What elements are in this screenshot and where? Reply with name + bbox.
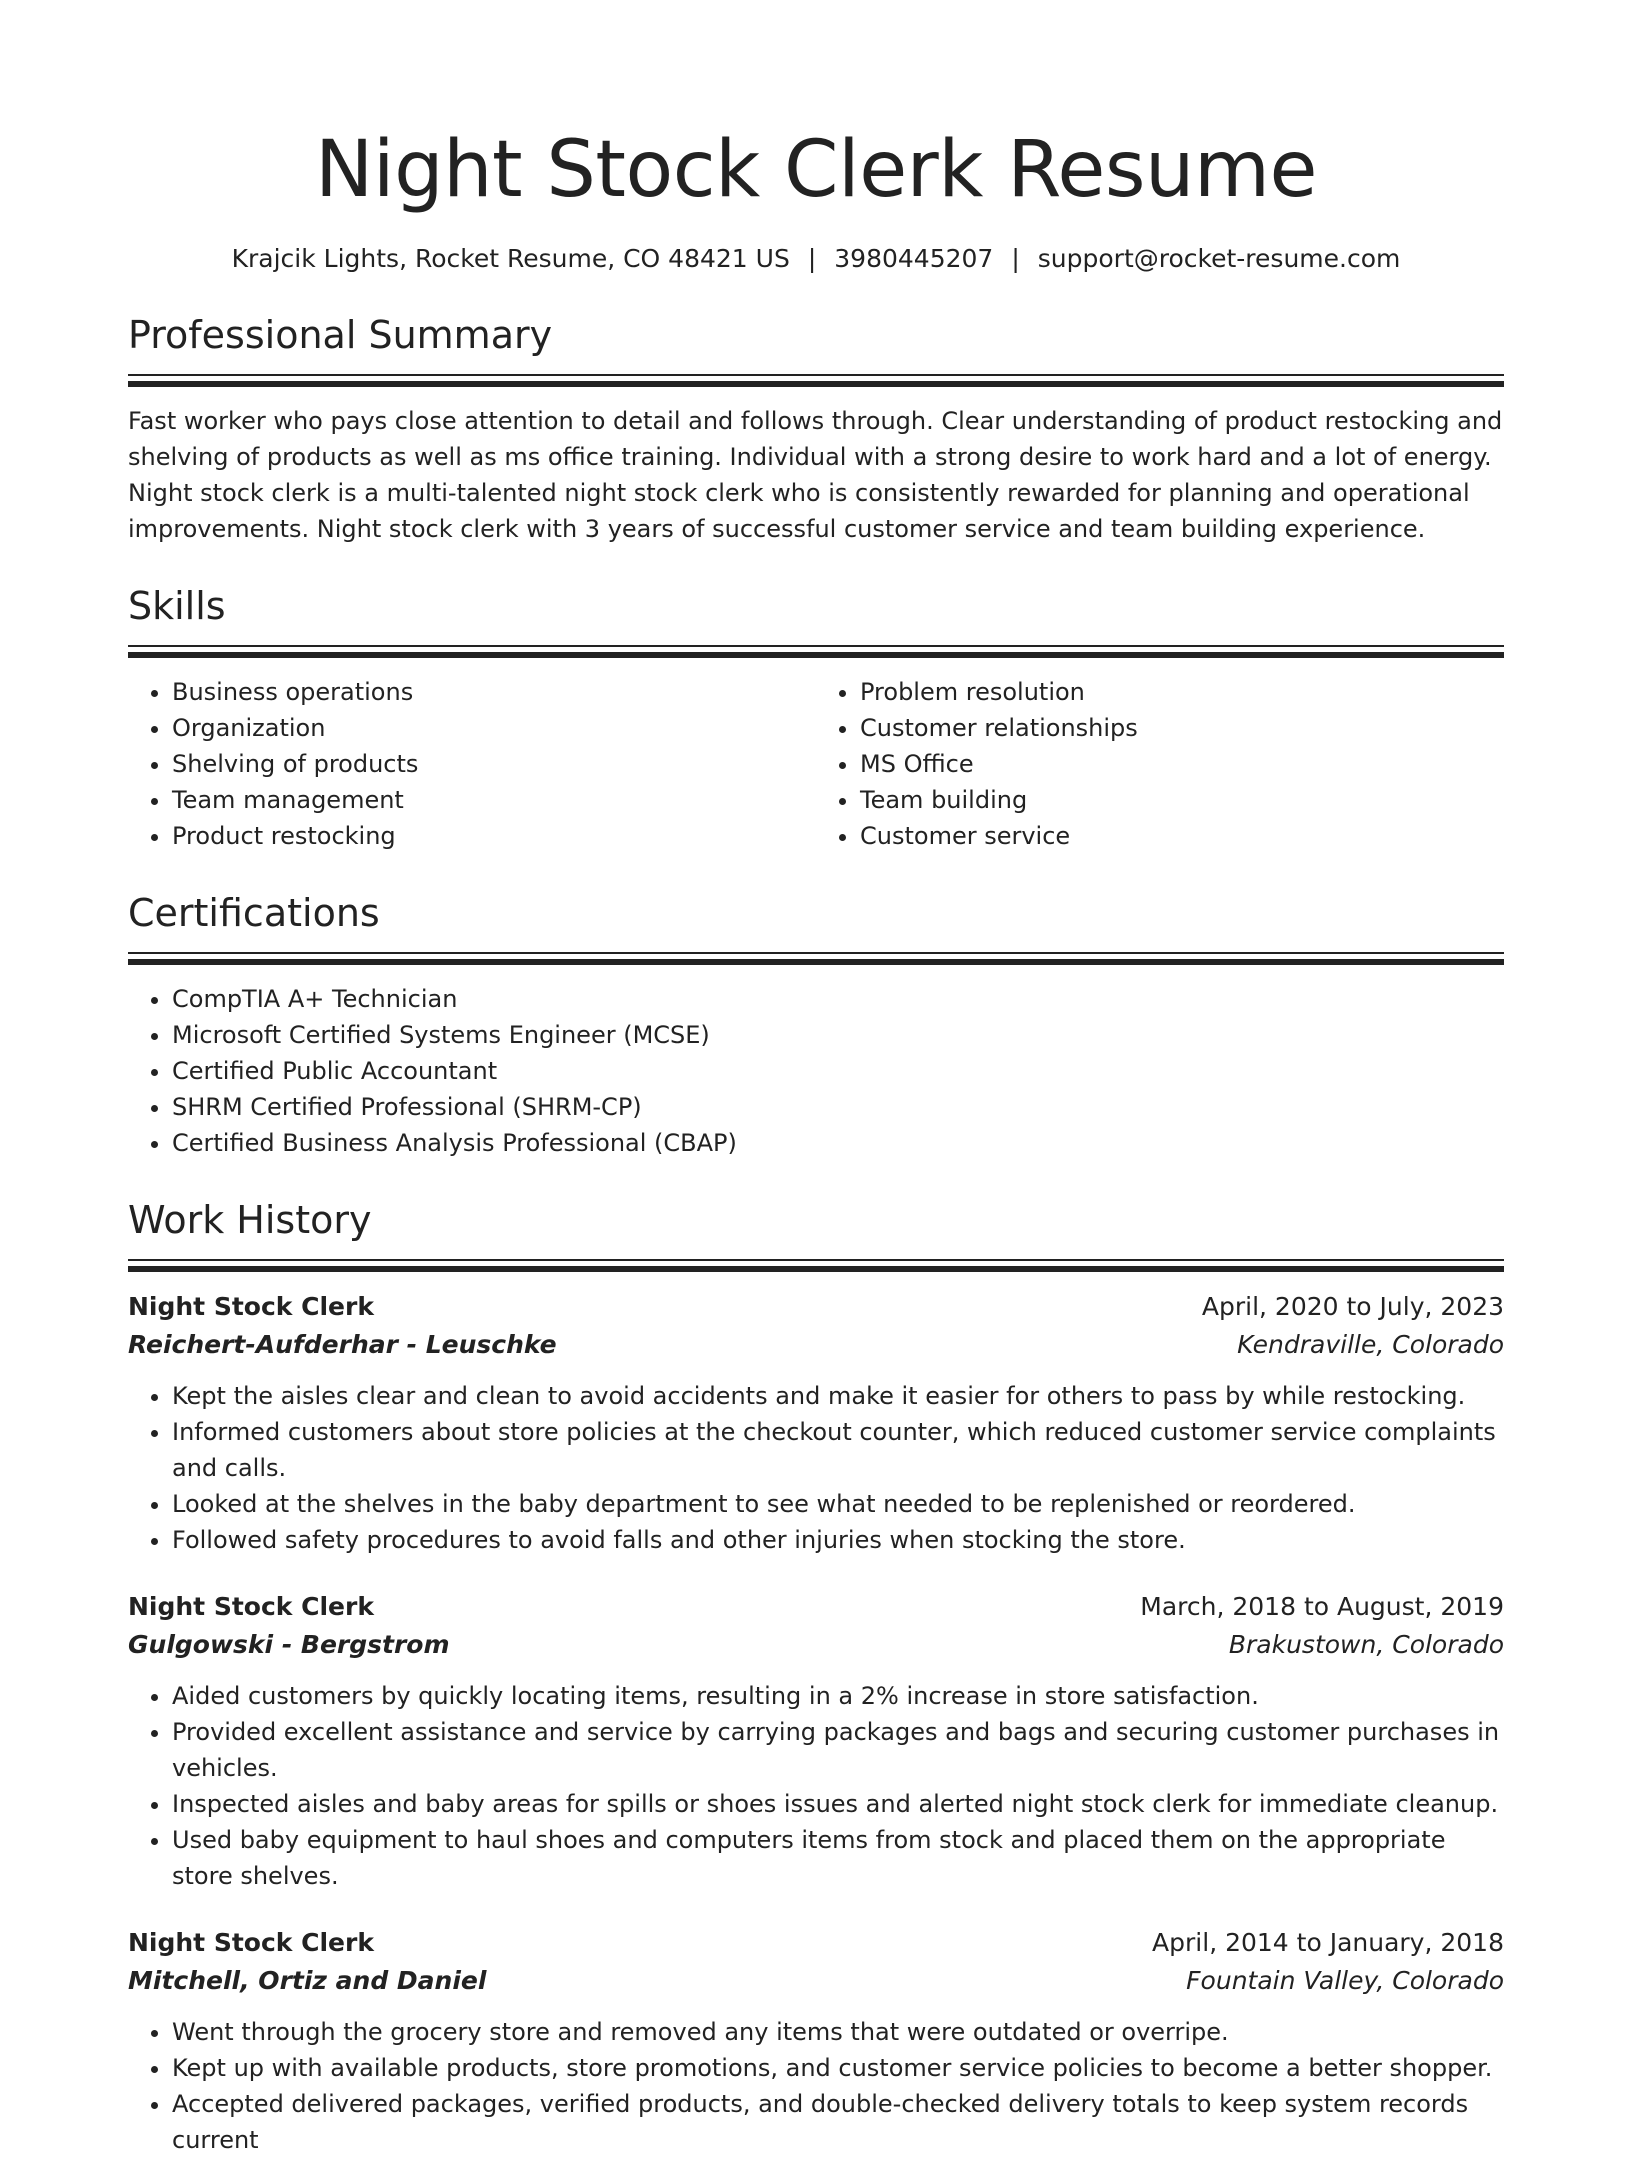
- skills-section: [128, 581, 1504, 854]
- summary-text: Fast worker who pays close attention to detail and follows through. Clear understanding of product restocking and shelving of products as well as ms office training. Individual with a strong desire to work hard and a lot of energy. Night stock clerk is a multi-talented night stock clerk who is consistently rewarded for planning and operational improvements. Night stock clerk with 3 years of successful customer service and team building experience.: [128, 407, 1503, 543]
- skill-item: • Shelving of products: [172, 746, 816, 782]
- job-company: Gulgowski - Bergstrom: [128, 1630, 450, 1659]
- job-location: Fountain Valley, Colorado: [1186, 1966, 1504, 1995]
- certifications-section: [128, 888, 1504, 1161]
- section-divider: [128, 374, 1504, 387]
- job-title: Night Stock Clerk: [128, 1928, 374, 1957]
- job-header: [128, 1588, 1504, 1626]
- job-header: [128, 1288, 1504, 1326]
- skill-item: • Customer service: [860, 818, 1504, 854]
- section-title-certifications: Certifications: [128, 891, 380, 935]
- skill-item: • Product restocking: [172, 818, 816, 854]
- certification-item: • CompTIA A+ Technician: [172, 981, 1504, 1017]
- section-title-work-history: Work History: [128, 1198, 372, 1242]
- job-subheader: [128, 1962, 1504, 2000]
- summary-section: [128, 310, 1504, 547]
- job-bullets: [128, 1378, 1504, 1558]
- job-bullet: • Provided excellent assistance and service by carrying packages and bags and securing customer purchases in vehicles.: [172, 1714, 1504, 1786]
- job-bullet: • Kept the aisles clear and clean to avoid accidents and make it easier for others to pass by while restocking.: [172, 1378, 1504, 1414]
- skill-item: • Organization: [172, 710, 816, 746]
- contact-line: [128, 242, 1504, 276]
- job-company: Reichert-Aufderhar - Leuschke: [128, 1330, 557, 1359]
- job-entry: [128, 1588, 1504, 1894]
- job-bullet: • Followed safety procedures to avoid falls and other injuries when stocking the store.: [172, 1522, 1504, 1558]
- job-company: Mitchell, Ortiz and Daniel: [128, 1966, 487, 1995]
- contact-address: Krajcik Lights, Rocket Resume, CO 48421 US: [231, 244, 790, 273]
- job-bullets: [128, 2014, 1504, 2158]
- job-dates: April, 2020 to July, 2023: [1201, 1292, 1504, 1321]
- section-divider: [128, 645, 1504, 658]
- job-dates: April, 2014 to January, 2018: [1152, 1928, 1504, 1957]
- section-title-skills: Skills: [128, 584, 226, 628]
- certification-item: • Certified Business Analysis Professional (CBAP): [172, 1125, 1504, 1161]
- section-divider: [128, 1259, 1504, 1272]
- certification-item: • Certified Public Accountant: [172, 1053, 1504, 1089]
- contact-phone: 3980445207: [834, 244, 994, 273]
- work-history-section: [128, 1195, 1504, 2158]
- certification-item: • Microsoft Certified Systems Engineer (MCSE): [172, 1017, 1504, 1053]
- certifications-list: [128, 981, 1504, 1161]
- resume-name: Night Stock Clerk Resume: [315, 125, 1317, 215]
- job-entry: [128, 1924, 1504, 2158]
- job-bullet: • Aided customers by quickly locating items, resulting in a 2% increase in store satisfaction.: [172, 1678, 1504, 1714]
- certification-item: • SHRM Certified Professional (SHRM-CP): [172, 1089, 1504, 1125]
- job-location: Brakustown, Colorado: [1228, 1630, 1504, 1659]
- section-divider: [128, 952, 1504, 965]
- job-bullets: [128, 1678, 1504, 1894]
- skill-item: • Customer relationships: [860, 710, 1504, 746]
- job-dates: March, 2018 to August, 2019: [1140, 1592, 1504, 1621]
- job-bullet: • Kept up with available products, store promotions, and customer service policies to become a better shopper.: [172, 2050, 1504, 2086]
- job-bullet: • Used baby equipment to haul shoes and computers items from stock and placed them on the appropriate store shelves.: [172, 1822, 1504, 1894]
- contact-separator: |: [1011, 244, 1020, 273]
- job-header: [128, 1924, 1504, 1962]
- skills-list-left: [128, 674, 816, 854]
- skill-item: • Team management: [172, 782, 816, 818]
- job-bullet: • Looked at the shelves in the baby department to see what needed to be replenished or reordered.: [172, 1486, 1504, 1522]
- skills-columns: [128, 674, 1504, 854]
- contact-email[interactable]: support@rocket-resume.com: [1037, 244, 1401, 273]
- job-title: Night Stock Clerk: [128, 1592, 374, 1621]
- job-location: Kendraville, Colorado: [1237, 1330, 1504, 1359]
- skill-item: • MS Office: [860, 746, 1504, 782]
- skill-item: • Team building: [860, 782, 1504, 818]
- job-bullet: • Went through the grocery store and removed any items that were outdated or overripe.: [172, 2014, 1504, 2050]
- skills-list-right: [816, 674, 1504, 854]
- section-title-summary: Professional Summary: [128, 313, 553, 357]
- job-bullet: • Informed customers about store policies at the checkout counter, which reduced customer service complaints and calls.: [172, 1414, 1504, 1486]
- job-bullet: • Inspected aisles and baby areas for spills or shoes issues and alerted night stock clerk for immediate cleanup.: [172, 1786, 1504, 1822]
- skill-item: • Problem resolution: [860, 674, 1504, 710]
- job-bullet: • Accepted delivered packages, verified products, and double-checked delivery totals to keep system records current: [172, 2086, 1504, 2158]
- contact-separator: |: [807, 244, 817, 273]
- job-title: Night Stock Clerk: [128, 1292, 374, 1321]
- job-subheader: [128, 1326, 1504, 1364]
- job-entry: [128, 1288, 1504, 1558]
- job-subheader: [128, 1626, 1504, 1664]
- skill-item: • Business operations: [172, 674, 816, 710]
